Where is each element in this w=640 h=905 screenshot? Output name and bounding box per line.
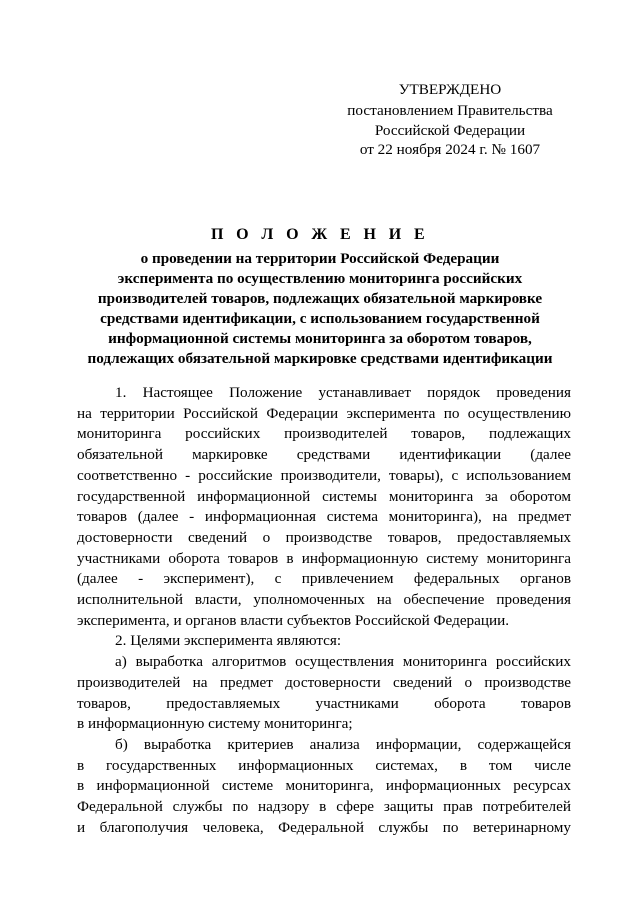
paragraph-line: исполнительной власти, уполномоченных на обеспечение проведения	[77, 591, 571, 609]
subtitle-line: эксперимента по осуществлению мониторинга российских	[117, 270, 523, 287]
paragraph-line: б) выработка критериев анализа информации, содержащейся	[115, 735, 571, 753]
approval-line: постановлением Правительства	[347, 102, 553, 120]
paragraph-line: мониторинга российских производителей товаров, подлежащих	[77, 425, 571, 443]
subtitle-line: о проведении на территории Российской Федерации	[140, 250, 500, 267]
approval-date: от 22 ноября 2024 г. № 1607	[359, 141, 541, 159]
paragraph-line: участниками оборота товаров в информационную систему мониторинга	[77, 549, 571, 567]
paragraph-line: эксперимента, и органов власти субъектов Российской Федерации.	[77, 611, 510, 629]
document-body	[77, 383, 571, 838]
subtitle-line: информационной системы мониторинга за оборотом товаров,	[108, 330, 532, 347]
paragraph-line: достоверности сведений о производстве товаров, предоставляемых	[77, 528, 571, 546]
paragraph-line: 2. Целями эксперимента являются:	[115, 632, 342, 650]
subtitle-line: средствами идентификации, с использованием государственной	[100, 310, 540, 327]
approval-heading: УТВЕРЖДЕНО	[398, 81, 502, 98]
approval-stamp	[330, 80, 570, 160]
paragraph-line: товаров, предоставляемых участниками оборота товаров	[77, 694, 571, 712]
paragraph-line: обязательной маркировке средствами идентификации (далее	[77, 446, 571, 464]
document-title-block	[60, 226, 580, 369]
paragraph-line: в информационную систему мониторинга;	[77, 715, 353, 733]
subtitle-line: подлежащих обязательной маркировке средствами идентификации	[87, 350, 553, 367]
paragraph-line: товаров (далее - информационная система мониторинга), на предмет	[77, 508, 571, 526]
paragraph-line: государственной информационной системы мониторинга за оборотом	[77, 487, 571, 505]
paragraph-line: и благополучия человека, Федеральной службы по ветеринарному	[77, 818, 571, 836]
document-title: П О Л О Ж Е Н И Е	[210, 226, 430, 243]
paragraph-line: в информационной системе мониторинга, информационных ресурсах	[77, 777, 571, 795]
paragraph-line: производителей на предмет достоверности сведений о производстве	[77, 673, 571, 691]
paragraph	[77, 383, 571, 631]
paragraph-line: соответственно - российские производители, товары), с использованием	[77, 466, 571, 484]
paragraph-line: на территории Российской Федерации эксперимента по осуществлению	[77, 404, 571, 422]
paragraph	[77, 735, 571, 839]
document-subtitle	[60, 249, 580, 369]
paragraph	[77, 652, 571, 735]
paragraph-line: в государственных информационных системах, в том числе	[77, 756, 571, 774]
paragraph-line: 1. Настоящее Положение устанавливает порядок проведения	[115, 384, 571, 401]
subtitle-line: производителей товаров, подлежащих обязательной маркировке	[97, 290, 543, 307]
approval-line: Российской Федерации	[374, 121, 526, 139]
paragraph-line: (далее - эксперимент), с привлечением федеральных органов	[77, 570, 571, 588]
paragraph-line: Федеральной службы по надзору в сфере защиты прав потребителей	[77, 798, 571, 816]
paragraph-line: а) выработка алгоритмов осуществления мониторинга российских	[115, 653, 571, 671]
paragraph	[77, 631, 571, 652]
